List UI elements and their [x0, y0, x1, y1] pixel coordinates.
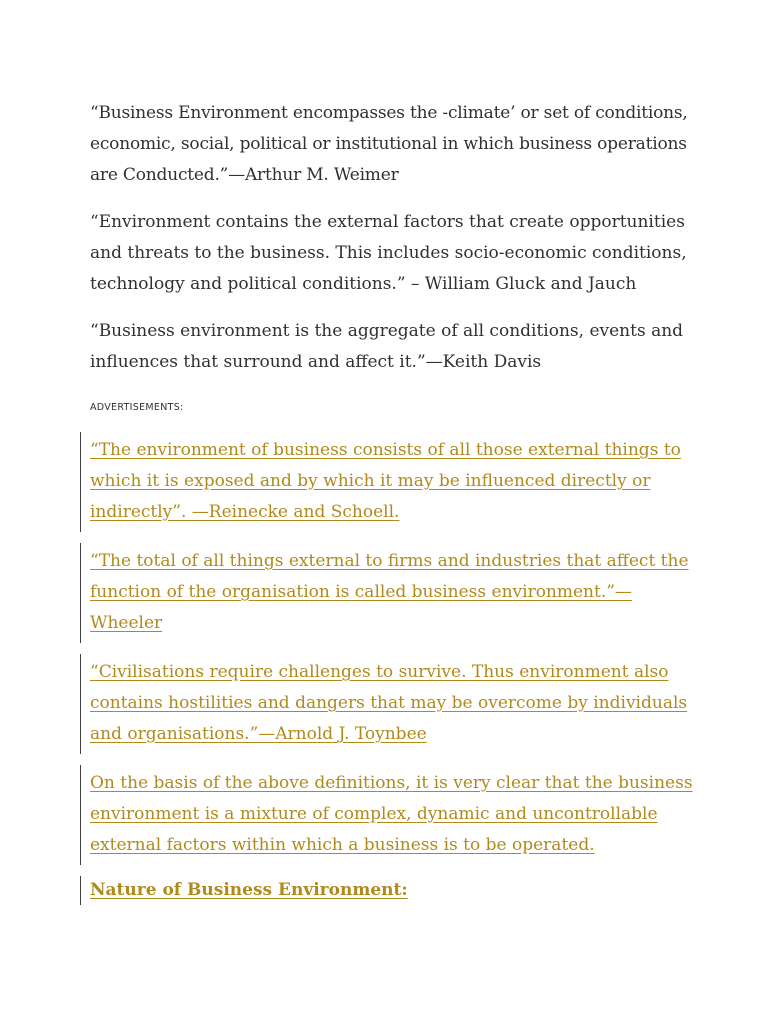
- quote-line[interactable]: environment is a mixture of complex, dynamic and uncontrollable: [90, 804, 658, 824]
- definition-keith-davis: “Business environment is the aggregate of all conditions, events and influences that surround and affect it.”—Keith Davis: [90, 321, 684, 372]
- quote-line[interactable]: Wheeler: [90, 613, 163, 633]
- spacer: [90, 750, 690, 768]
- definition-gluck-jauch: “Environment contains the external factors that create opportunities and threats to the business. This includes socio-economic conditions, technology and political conditions.” – William Gluck and Jauch: [90, 212, 687, 294]
- quote-line[interactable]: external factors within which a business is to be operated.: [90, 835, 595, 855]
- spacer: [90, 300, 690, 316]
- quote-line[interactable]: indirectly”. —Reinecke and Schoell.: [90, 502, 400, 522]
- definition-weimer: “Business Environment encompasses the -climate’ or set of conditions, economic, social, political or institutional in which business operations are Conducted.”—Arthur M. Weimer: [90, 103, 688, 185]
- quote-reinecke-schoell[interactable]: [90, 435, 690, 528]
- conclusion-paragraph[interactable]: [90, 768, 693, 861]
- quote-border: [80, 765, 81, 865]
- section-heading-text[interactable]: Nature of Business Environment:: [90, 880, 408, 900]
- spacer: [90, 191, 690, 207]
- heading-border: [80, 876, 81, 905]
- quote-border: [80, 654, 81, 754]
- quote-line[interactable]: function of the organisation is called business environment.”—: [90, 582, 632, 602]
- quote-wheeler[interactable]: [90, 546, 690, 639]
- quote-border: [80, 432, 81, 532]
- article-body: [90, 98, 693, 906]
- spacer: [90, 639, 690, 657]
- quote-line[interactable]: contains hostilities and dangers that may be overcome by individuals: [90, 693, 688, 713]
- quote-line[interactable]: “Civilisations require challenges to survive. Thus environment also: [90, 662, 669, 682]
- quote-line[interactable]: On the basis of the above definitions, it is very clear that the business: [90, 773, 693, 793]
- quote-line[interactable]: “The total of all things external to firms and industries that affect the: [90, 551, 689, 571]
- quote-line[interactable]: “The environment of business consists of all those external things to: [90, 440, 681, 460]
- quote-line[interactable]: and organisations.”—Arnold J. Toynbee: [90, 724, 427, 744]
- quote-line[interactable]: which it is exposed and by which it may be influenced directly or: [90, 471, 651, 491]
- section-heading-nature[interactable]: [90, 875, 690, 906]
- quote-border: [80, 543, 81, 643]
- advertisements-label: ADVERTISEMENTS:: [90, 402, 184, 413]
- spacer: [90, 528, 690, 546]
- quote-toynbee[interactable]: [90, 657, 690, 750]
